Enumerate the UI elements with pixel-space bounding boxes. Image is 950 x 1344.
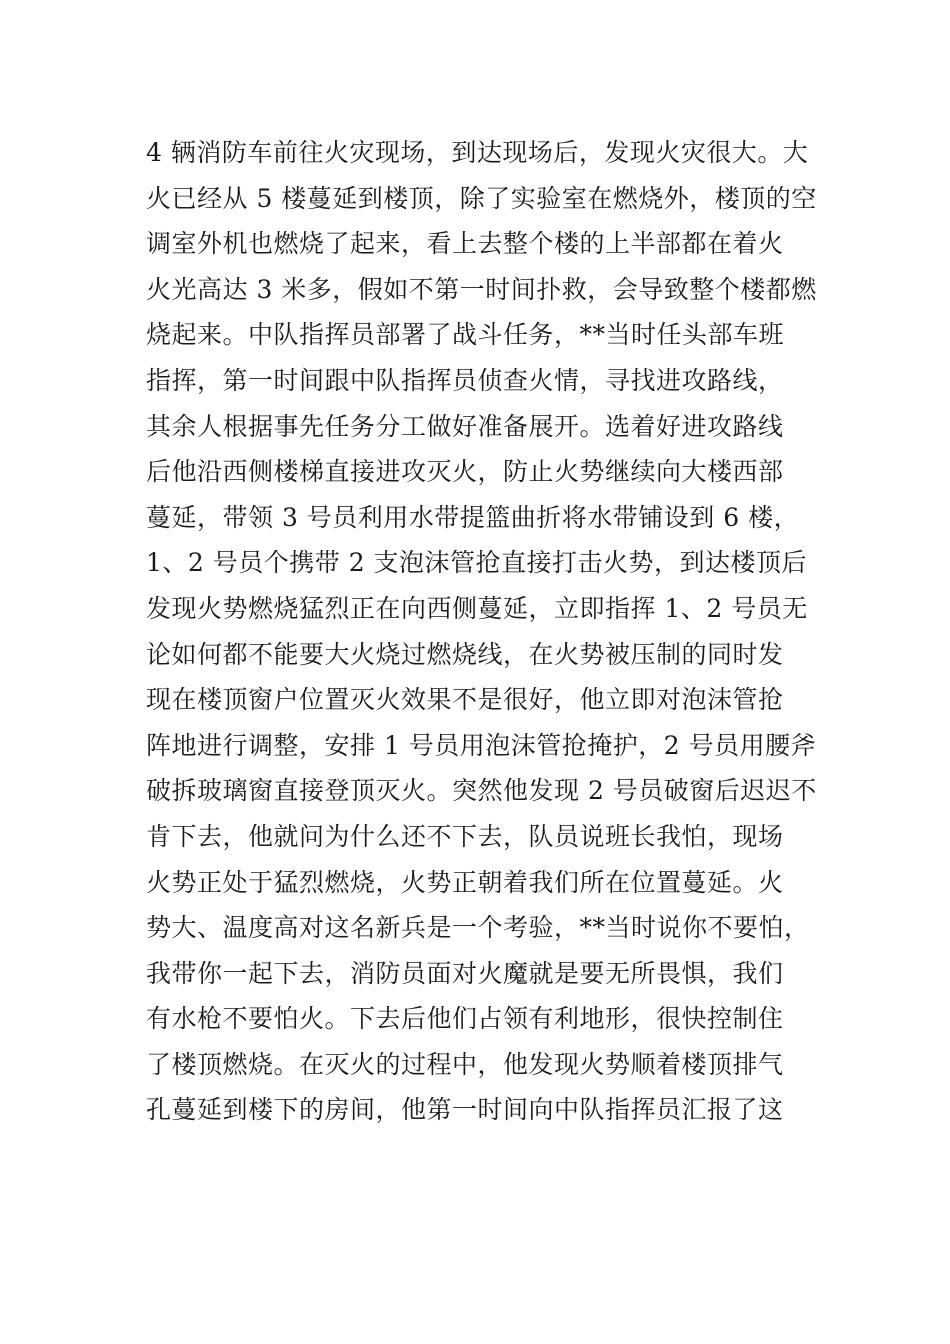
text-line: 孔蔓延到楼下的房间，他第一时间向中队指挥员汇报了这 <box>146 1095 784 1125</box>
text-line: 阵地进行调整，安排 1 号员用泡沫管抢掩护，2 号员用腰斧 <box>146 730 817 760</box>
text-line: 有水枪不要怕火。下去后他们占领有利地形，很快控制住 <box>146 1004 784 1034</box>
text-line: 发现火势燃烧猛烈正在向西侧蔓延，立即指挥 1、2 号员无 <box>146 593 808 623</box>
text-line: 后他沿西侧楼梯直接进攻灭火，防止火势继续向大楼西部 <box>146 457 784 487</box>
text-line: 1、2 号员个携带 2 支泡沫管抢直接打击火势，到达楼顶后 <box>146 548 808 578</box>
text-line: 4 辆消防车前往火灾现场，到达现场后，发现火灾很大。大 <box>146 138 809 167</box>
text-line: 势大、温度高对这名新兵是一个考验，**当时说你不要怕， <box>146 913 810 943</box>
text-line: 烧起来。中队指挥员部署了战斗任务，**当时任头部车班 <box>146 320 785 350</box>
text-line: 其余人根据事先任务分工做好准备展开。选着好进攻路线 <box>146 411 784 441</box>
text-line: 肯下去，他就问为什么还不下去，队员说班长我怕，现场 <box>146 821 784 851</box>
text-line: 火势正处于猛烈燃烧，火势正朝着我们所在位置蔓延。火 <box>146 867 784 897</box>
text-line: 蔓延，带领 3 号员利用水带提篮曲折将水带铺设到 6 楼， <box>146 502 800 532</box>
text-line: 了楼顶燃烧。在灭火的过程中，他发现火势顺着楼顶排气 <box>146 1049 784 1079</box>
text-line: 论如何都不能要大火烧过燃烧线，在火势被压制的同时发 <box>146 639 784 669</box>
text-line: 调室外机也燃烧了起来，看上去整个楼的上半部都在着火 <box>146 229 784 259</box>
text-line: 火光高达 3 米多，假如不第一时间扑救，会导致整个楼都燃 <box>146 274 817 304</box>
body-text <box>146 130 816 1133</box>
text-line: 指挥，第一时间跟中队指挥员侦查火情，寻找进攻路线， <box>146 365 784 395</box>
text-line: 现在楼顶窗户位置灭火效果不是很好，他立即对泡沫管抢 <box>146 685 784 715</box>
text-line: 破拆玻璃窗直接登顶灭火。突然他发现 2 号员破窗后迟迟不 <box>146 776 817 806</box>
text-line: 火已经从 5 楼蔓延到楼顶，除了实验室在燃烧外，楼顶的空 <box>146 183 817 213</box>
text-line: 我带你一起下去，消防员面对火魔就是要无所畏惧，我们 <box>146 958 784 988</box>
